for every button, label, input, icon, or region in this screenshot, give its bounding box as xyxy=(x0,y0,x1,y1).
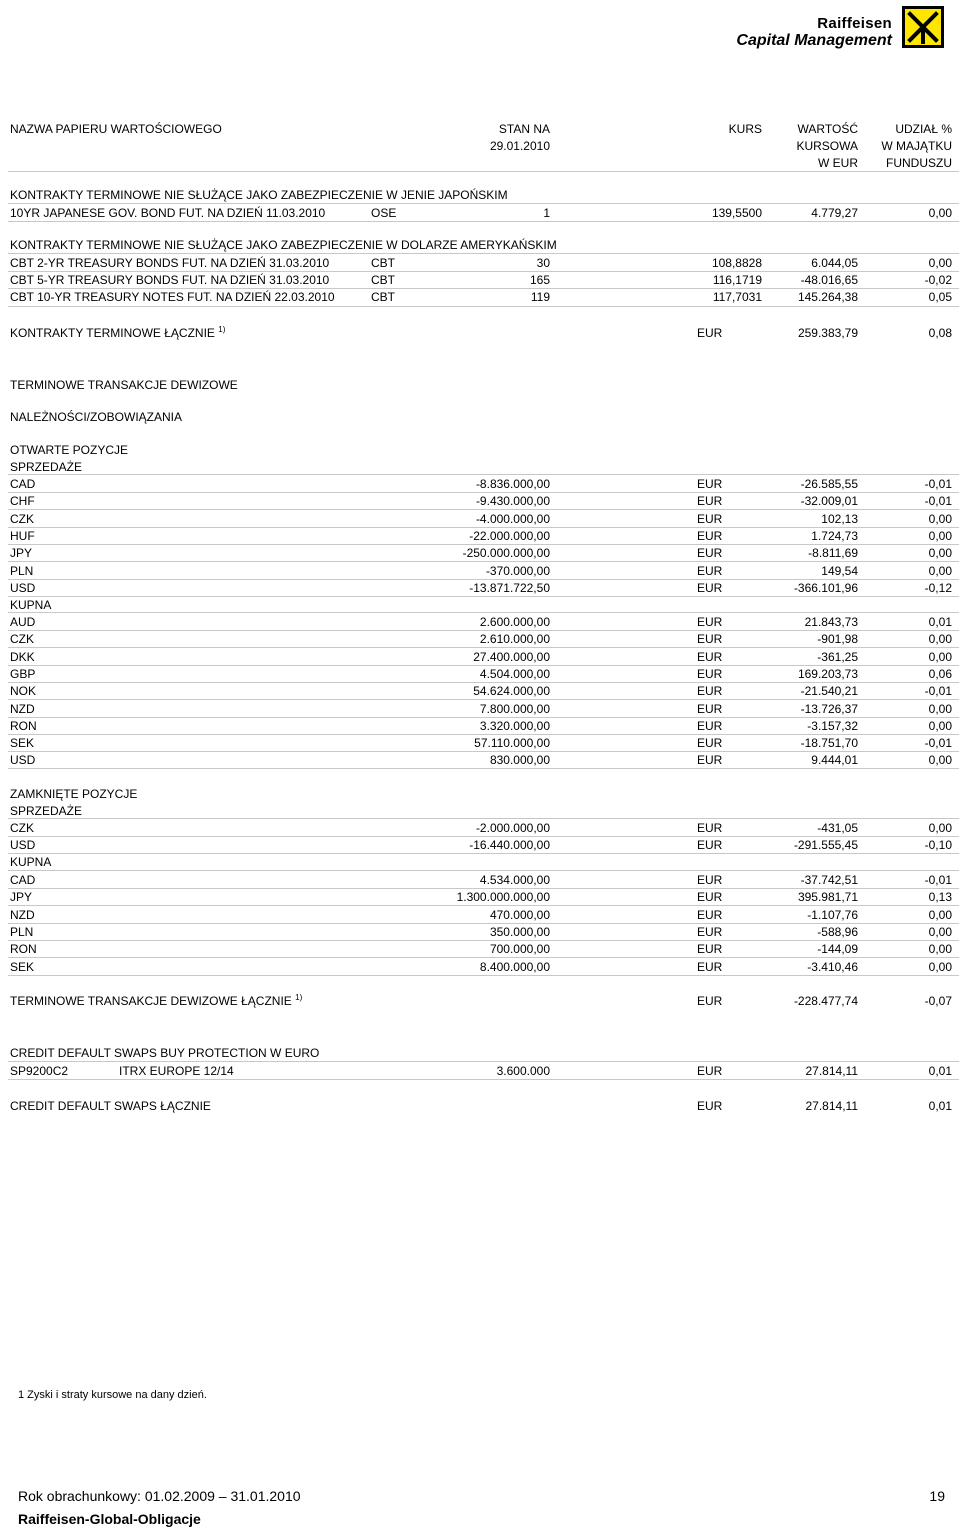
col-header-udzial-1: UDZIAŁ % xyxy=(895,122,952,136)
fx-eur: EUR xyxy=(697,925,723,939)
fx-eur: EUR xyxy=(697,753,723,767)
cds-name: ITRX EUROPE 12/14 xyxy=(119,1064,234,1078)
fx-subtitle: NALEŻNOŚCI/ZOBOWIĄZANIA xyxy=(10,410,183,424)
fx-amount: -2.000.000,00 xyxy=(475,821,550,835)
fx-currency: GBP xyxy=(10,667,36,681)
fx-currency: DKK xyxy=(10,650,35,664)
fx-value: 395.981,71 xyxy=(797,890,858,904)
futures-total-pct: 0,08 xyxy=(928,326,952,340)
fx-amount: 1.300.000.000,00 xyxy=(456,890,550,904)
futures-qty: 165 xyxy=(529,273,550,287)
fx-pct: 0,00 xyxy=(928,650,952,664)
fx-pct: 0,00 xyxy=(928,942,952,956)
page-number: 19 xyxy=(929,1488,945,1504)
fx-eur: EUR xyxy=(697,942,723,956)
fx-pct: 0,06 xyxy=(928,667,952,681)
fx-closed-title: ZAMKNIĘTE POZYCJE xyxy=(10,787,138,801)
futures-price: 117,7031 xyxy=(712,290,762,304)
fx-value: 102,13 xyxy=(821,512,858,526)
fx-value: -431,05 xyxy=(817,821,858,835)
futures-qty: 1 xyxy=(543,206,550,220)
fx-amount: -8.836.000,00 xyxy=(475,477,550,491)
fx-eur: EUR xyxy=(697,873,723,887)
futures-pct: -0,02 xyxy=(924,273,952,287)
fx-value: 1.724,73 xyxy=(811,529,858,543)
fx-value: -21.540,21 xyxy=(800,684,858,698)
col-header-kurs: KURS xyxy=(728,122,762,136)
fx-eur: EUR xyxy=(697,684,723,698)
fx-pct: -0,10 xyxy=(924,838,952,852)
fx-currency: CZK xyxy=(10,512,34,526)
col-header-stan-2: 29.01.2010 xyxy=(489,139,550,153)
fx-value: -1.107,76 xyxy=(807,908,858,922)
futures-price: 108,8828 xyxy=(711,256,762,270)
fx-value: -8.811,69 xyxy=(808,546,858,560)
fx-currency: PLN xyxy=(10,564,34,578)
futures-total-currency: EUR xyxy=(697,326,723,340)
fx-eur: EUR xyxy=(697,494,723,508)
col-header-wartosc-1: WARTOŚĆ xyxy=(797,122,858,136)
fx-pct: 0,00 xyxy=(928,512,952,526)
logo-wordmark xyxy=(736,16,892,49)
futures-pct: 0,00 xyxy=(928,206,952,220)
fx-eur: EUR xyxy=(697,960,723,974)
fx-pct: 0,00 xyxy=(928,632,952,646)
fx-pct: -0,01 xyxy=(924,873,952,887)
logo-line1: Raiffeisen xyxy=(817,15,892,32)
fx-value: -3.157,32 xyxy=(807,719,858,733)
fx-currency: RON xyxy=(10,719,37,733)
fx-eur: EUR xyxy=(697,581,723,595)
fx-amount: 54.624.000,00 xyxy=(473,684,550,698)
futures-value: 145.264,38 xyxy=(797,290,858,304)
futures-price: 139,5500 xyxy=(711,206,762,220)
fx-closed-sell-label: SPRZEDAŻE xyxy=(10,804,83,818)
fx-eur: EUR xyxy=(697,890,723,904)
cds-amount: 3.600.000 xyxy=(496,1064,550,1078)
fx-value: -901,98 xyxy=(817,632,858,646)
fx-amount: 700.000,00 xyxy=(489,942,550,956)
futures-total-value: 259.383,79 xyxy=(797,326,858,340)
fx-currency: USD xyxy=(10,581,36,595)
fx-value: -37.742,51 xyxy=(800,873,858,887)
fx-pct: 0,00 xyxy=(928,546,952,560)
fx-pct: 0,00 xyxy=(928,529,952,543)
fx-amount: 2.610.000,00 xyxy=(479,632,550,646)
fx-currency: NOK xyxy=(10,684,37,698)
fx-currency: PLN xyxy=(10,925,34,939)
futures-name: CBT 5-YR TREASURY BONDS FUT. NA DZIEŃ 31.03.2010 xyxy=(10,273,330,287)
futures-name: 10YR JAPANESE GOV. BOND FUT. NA DZIEŃ 11.03.2010 xyxy=(10,206,326,220)
fx-total-pct: -0,07 xyxy=(924,994,952,1008)
fx-eur: EUR xyxy=(697,702,723,716)
fx-eur: EUR xyxy=(697,512,723,526)
cds-total-label: CREDIT DEFAULT SWAPS ŁĄCZNIE xyxy=(10,1099,211,1113)
raiffeisen-logo xyxy=(724,4,946,50)
fx-pct: -0,01 xyxy=(924,736,952,750)
fx-eur: EUR xyxy=(697,908,723,922)
fx-pct: 0,00 xyxy=(928,753,952,767)
fx-amount: -9.430.000,00 xyxy=(475,494,550,508)
footnote: 1 Zyski i straty kursowe na dany dzień. xyxy=(18,1389,207,1401)
logo-line2: Capital Management xyxy=(736,32,892,49)
futures-exchange: OSE xyxy=(371,206,397,220)
fx-value: 169.203,73 xyxy=(797,667,858,681)
section-futures-jpy: KONTRAKTY TERMINOWE NIE SŁUŻĄCE JAKO ZABEZPIECZENIE W JENIE JAPOŃSKIM xyxy=(10,188,508,202)
fx-eur: EUR xyxy=(697,719,723,733)
fx-value: 21.843,73 xyxy=(804,615,858,629)
fx-currency: SEK xyxy=(10,960,35,974)
fx-amount: -370.000,00 xyxy=(485,564,550,578)
cds-pct: 0,01 xyxy=(928,1064,952,1078)
footnote-ref: 1) xyxy=(295,993,303,1002)
fx-amount: -13.871.722,50 xyxy=(469,581,550,595)
cds-code: SP9200C2 xyxy=(10,1064,69,1078)
fx-pct: 0,13 xyxy=(928,890,952,904)
fx-currency: USD xyxy=(10,753,36,767)
fx-currency: CZK xyxy=(10,821,34,835)
fx-amount: 57.110.000,00 xyxy=(474,736,550,750)
col-header-udzial-2: W MAJĄTKU xyxy=(881,139,952,153)
fx-pct: 0,01 xyxy=(928,615,952,629)
futures-name: CBT 2-YR TREASURY BONDS FUT. NA DZIEŃ 31.03.2010 xyxy=(10,256,330,270)
fx-amount: -250.000.000,00 xyxy=(462,546,550,560)
futures-qty: 119 xyxy=(530,290,550,304)
cds-title: CREDIT DEFAULT SWAPS BUY PROTECTION W EURO xyxy=(10,1046,320,1060)
fx-currency: USD xyxy=(10,838,36,852)
fx-pct: 0,00 xyxy=(928,564,952,578)
fx-currency: CZK xyxy=(10,632,34,646)
fx-value: -13.726,37 xyxy=(800,702,858,716)
futures-qty: 30 xyxy=(536,256,550,270)
fx-eur: EUR xyxy=(697,546,723,560)
fx-currency: CAD xyxy=(10,873,36,887)
futures-pct: 0,00 xyxy=(928,256,952,270)
fx-amount: 350.000,00 xyxy=(489,925,550,939)
fx-value: -26.585,55 xyxy=(800,477,858,491)
fx-eur: EUR xyxy=(697,477,723,491)
futures-value: 6.044,05 xyxy=(811,256,858,270)
fx-pct: 0,00 xyxy=(928,702,952,716)
futures-exchange: CBT xyxy=(371,256,395,270)
fx-amount: 8.400.000,00 xyxy=(479,960,550,974)
col-header-name: NAZWA PAPIERU WARTOŚCIOWEGO xyxy=(10,122,222,136)
fx-value: -3.410,46 xyxy=(807,960,858,974)
fx-eur: EUR xyxy=(697,667,723,681)
fx-eur: EUR xyxy=(697,650,723,664)
fx-value: -366.101,96 xyxy=(793,581,858,595)
col-header-wartosc-3: W EUR xyxy=(818,156,858,170)
fx-total-label: TERMINOWE TRANSAKCJE DEWIZOWE ŁĄCZNIE $^{1)}$ xyxy=(10,993,303,1008)
fx-pct: -0,01 xyxy=(924,684,952,698)
fx-eur: EUR xyxy=(697,529,723,543)
futures-value: -48.016,65 xyxy=(800,273,858,287)
fx-closed-buy-label: KUPNA xyxy=(10,855,52,869)
fx-pct: 0,00 xyxy=(928,821,952,835)
fx-currency: NZD xyxy=(10,702,35,716)
col-header-stan-1: STAN NA xyxy=(498,122,550,136)
fx-eur: EUR xyxy=(697,838,723,852)
fx-eur: EUR xyxy=(697,821,723,835)
fx-currency: HUF xyxy=(10,529,35,543)
futures-total-label: KONTRAKTY TERMINOWE ŁĄCZNIE $^{1)}$ xyxy=(10,325,226,340)
fx-amount: 7.800.000,00 xyxy=(479,702,550,716)
cds-total-value: 27.814,11 xyxy=(805,1099,858,1113)
fx-value: 9.444,01 xyxy=(811,753,858,767)
fx-pct: 0,00 xyxy=(928,925,952,939)
fx-currency: CHF xyxy=(10,494,35,508)
fx-value: -588,96 xyxy=(817,925,858,939)
fx-open-buy-label: KUPNA xyxy=(10,598,52,612)
fx-pct: 0,00 xyxy=(928,908,952,922)
fx-amount: 2.600.000,00 xyxy=(479,615,550,629)
futures-exchange: CBT xyxy=(371,290,395,304)
fx-open-title: OTWARTE POZYCJE xyxy=(10,443,129,457)
fx-total-value: -228.477,74 xyxy=(793,994,858,1008)
cds-currency: EUR xyxy=(697,1064,723,1078)
cds-total-pct: 0,01 xyxy=(928,1099,952,1113)
section-futures-usd: KONTRAKTY TERMINOWE NIE SŁUŻĄCE JAKO ZABEZPIECZENIE W DOLARZE AMERYKAŃSKIM xyxy=(10,238,557,252)
fx-currency: JPY xyxy=(10,546,33,560)
col-header-wartosc-2: KURSOWA xyxy=(796,139,858,153)
fx-value: -291.555,45 xyxy=(793,838,858,852)
fx-amount: 830.000,00 xyxy=(489,753,550,767)
footer-fund-name: Raiffeisen-Global-Obligacje xyxy=(18,1511,201,1527)
fx-value: -32.009,01 xyxy=(800,494,858,508)
fx-pct: 0,00 xyxy=(928,719,952,733)
fx-value: 149,54 xyxy=(821,564,858,578)
fx-eur: EUR xyxy=(697,632,723,646)
footnote-ref: 1) xyxy=(218,325,226,334)
fx-value: -361,25 xyxy=(817,650,858,664)
fx-value: -18.751,70 xyxy=(800,736,858,750)
fx-eur: EUR xyxy=(697,736,723,750)
fx-title: TERMINOWE TRANSAKCJE DEWIZOWE xyxy=(10,378,238,392)
futures-pct: 0,05 xyxy=(928,290,952,304)
futures-value: 4.779,27 xyxy=(811,206,858,220)
fx-amount: 27.400.000,00 xyxy=(473,650,550,664)
fx-pct: -0,01 xyxy=(924,494,952,508)
raiffeisen-gable-cross-icon xyxy=(902,6,944,48)
futures-price: 116,1719 xyxy=(712,273,762,287)
fx-amount: -16.440.000,00 xyxy=(469,838,550,852)
fx-amount: -4.000.000,00 xyxy=(475,512,550,526)
fx-value: -144,09 xyxy=(817,942,858,956)
fx-currency: NZD xyxy=(10,908,35,922)
fx-currency: AUD xyxy=(10,615,36,629)
futures-name: CBT 10-YR TREASURY NOTES FUT. NA DZIEŃ 22.03.2010 xyxy=(10,290,335,304)
fx-currency: SEK xyxy=(10,736,35,750)
fx-eur: EUR xyxy=(697,564,723,578)
fx-amount: 4.504.000,00 xyxy=(479,667,550,681)
footer-period: Rok obrachunkowy: 01.02.2009 – 31.01.2010 xyxy=(18,1488,301,1504)
fx-amount: 3.320.000,00 xyxy=(479,719,550,733)
cds-total-currency: EUR xyxy=(697,1099,723,1113)
fx-currency: JPY xyxy=(10,890,33,904)
fx-total-currency: EUR xyxy=(697,994,723,1008)
fx-eur: EUR xyxy=(697,615,723,629)
fx-open-sell-label: SPRZEDAŻE xyxy=(10,460,83,474)
fx-pct: -0,12 xyxy=(924,581,952,595)
cds-value: 27.814,11 xyxy=(805,1064,858,1078)
col-header-udzial-3: FUNDUSZU xyxy=(886,156,952,170)
fx-pct: 0,00 xyxy=(928,960,952,974)
fx-pct: -0,01 xyxy=(924,477,952,491)
fx-amount: -22.000.000,00 xyxy=(469,529,550,543)
fx-currency: CAD xyxy=(10,477,36,491)
fx-amount: 470.000,00 xyxy=(489,908,550,922)
fx-currency: RON xyxy=(10,942,37,956)
fx-amount: 4.534.000,00 xyxy=(479,873,550,887)
futures-exchange: CBT xyxy=(371,273,395,287)
